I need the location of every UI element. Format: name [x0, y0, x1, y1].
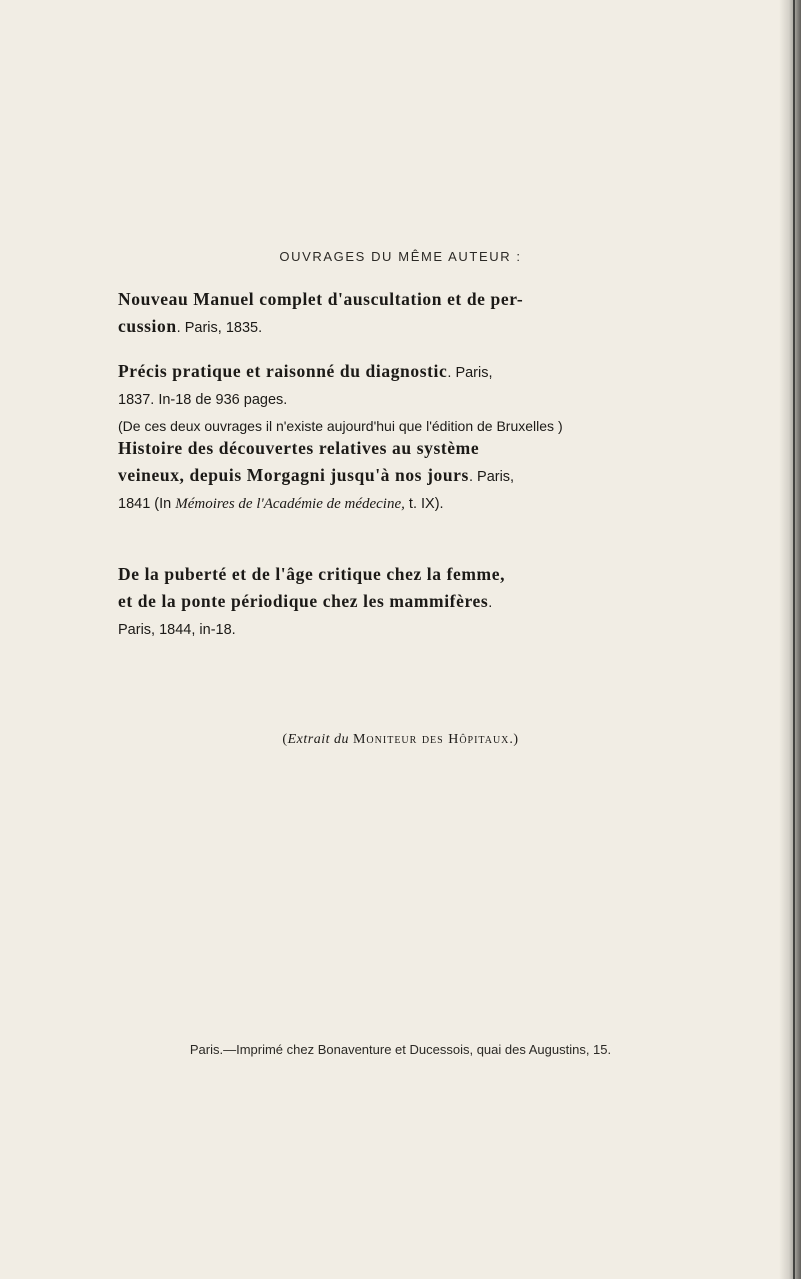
extract-note	[0, 732, 801, 748]
bibliography-entry-3	[118, 435, 693, 517]
printer-imprint: Paris.—Imprimé chez Bonaventure et Ducessois, quai des Augustins, 15.	[189, 1042, 612, 1057]
entry-source-volume: t. IX).	[404, 496, 444, 512]
entry-publication-cont: 1837. In-18 de 936 pages.	[118, 392, 288, 408]
entry-title: De la puberté et de l'âge critique chez la femme,	[118, 564, 506, 584]
extract-open-paren: (	[282, 732, 288, 747]
bibliography-entry-2	[118, 358, 693, 439]
entry-note: (De ces deux ouvrages il n'existe aujourd'hui que l'édition de Bruxelles )	[118, 418, 563, 434]
entry-publication: Paris, 1844, in-18.	[118, 622, 236, 638]
entry-title: Histoire des découvertes relatives au système	[118, 438, 480, 458]
page-edge-shadow	[779, 0, 801, 1279]
entry-title-period: .	[488, 595, 493, 611]
entry-title-cont: cussion	[118, 316, 177, 336]
entry-title: Nouveau Manuel complet d'auscultation et de per-	[118, 289, 524, 309]
entry-publication: . Paris,	[468, 469, 515, 485]
bibliography-entry-1	[118, 286, 693, 341]
entry-publication: . Paris, 1835.	[176, 320, 263, 336]
extract-close: .)	[509, 732, 519, 747]
entry-title-cont: veineux, depuis Morgagni jusqu'à nos jours	[118, 465, 469, 485]
entry-source-italic: Mémoires de l'Académie de médecine,	[175, 496, 405, 512]
entry-publication-cont: 1841 (In	[118, 496, 176, 512]
bibliography-entry-4	[118, 561, 693, 643]
entry-title-cont: et de la ponte périodique chez les mammifères	[118, 591, 489, 611]
entry-publication: . Paris,	[447, 365, 493, 381]
extract-journal: Moniteur des Hôpitaux	[352, 732, 510, 747]
entry-title: Précis pratique et raisonné du diagnostic	[118, 361, 448, 381]
page-edge-line	[793, 0, 795, 1279]
extract-italic: Extrait du	[287, 732, 349, 747]
page-heading: OUVRAGES DU MÊME AUTEUR :	[279, 249, 522, 264]
